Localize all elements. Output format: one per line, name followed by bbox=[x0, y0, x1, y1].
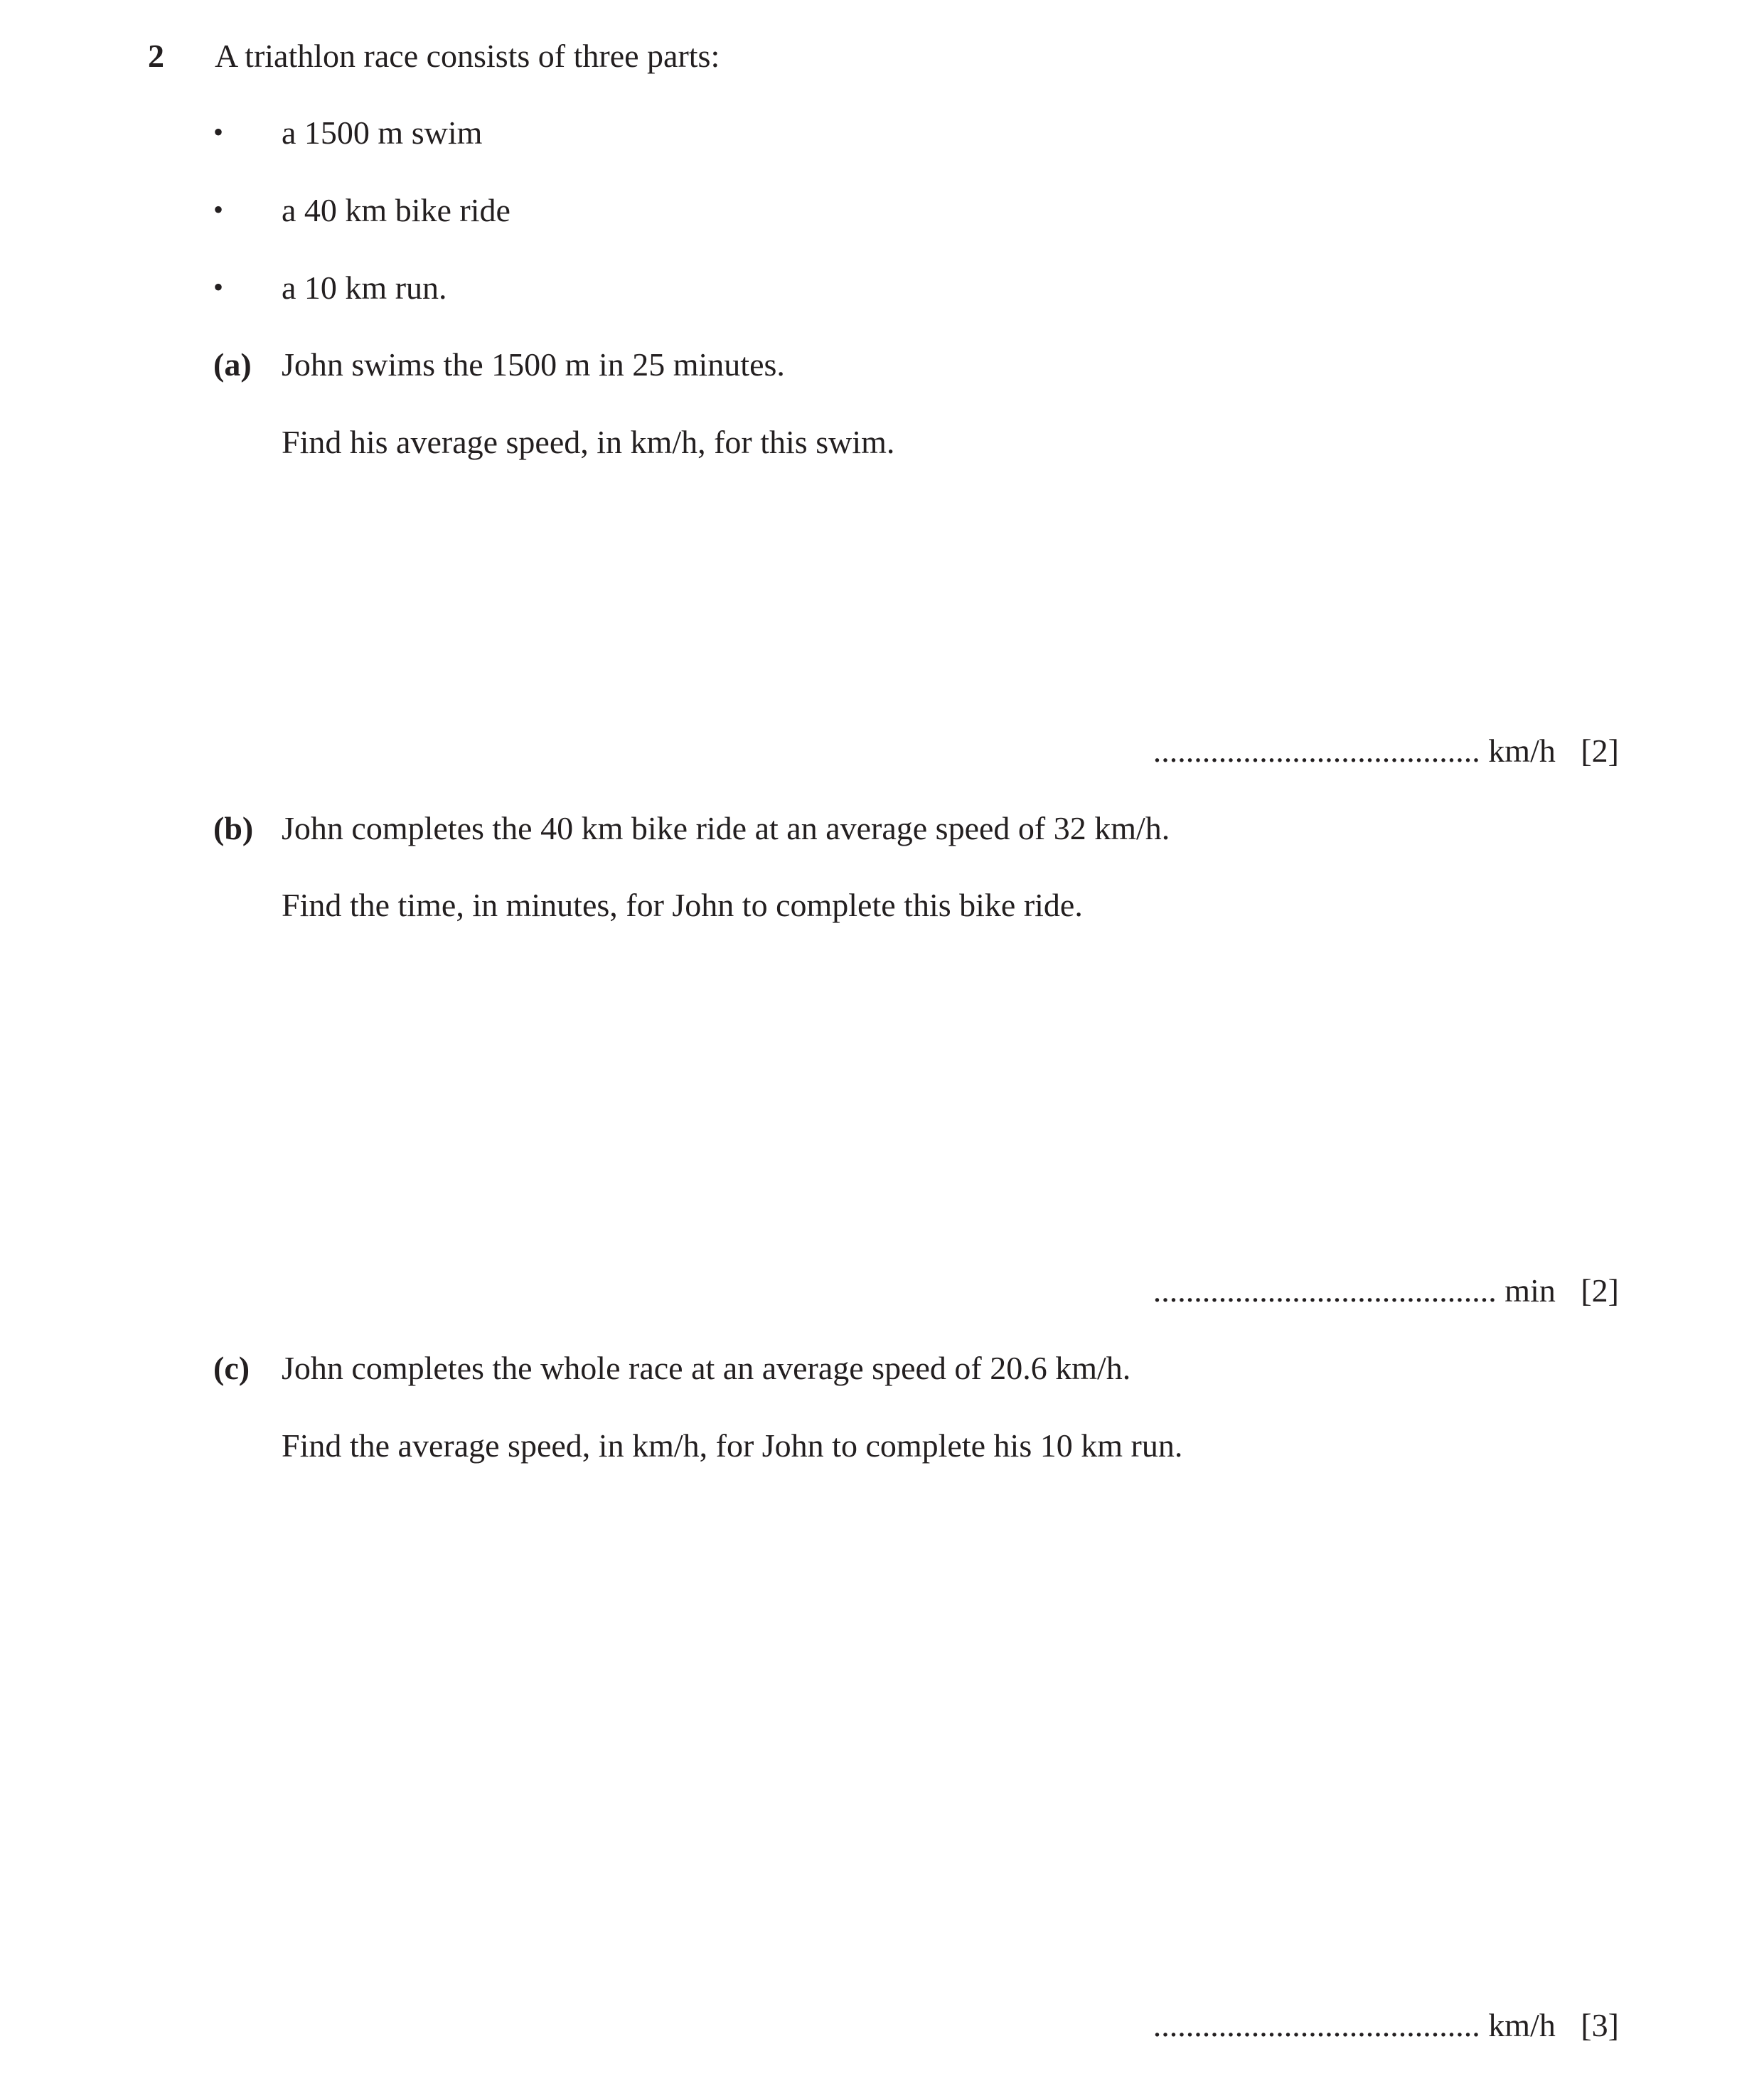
part-c-label: (c) bbox=[213, 1350, 250, 1386]
answer-dots: ........................................ bbox=[1153, 733, 1480, 769]
marks: [2] bbox=[1581, 1272, 1619, 1309]
part-c-answer-line[interactable] bbox=[1153, 2009, 1619, 2042]
list-item-run: a 10 km run. bbox=[282, 270, 447, 306]
part-a-answer-line[interactable] bbox=[1153, 735, 1619, 767]
part-c-instruction: Find the average speed, in km/h, for John to complete his 10 km run. bbox=[282, 1427, 1183, 1464]
part-a-instruction: Find his average speed, in km/h, for this swim. bbox=[282, 424, 895, 460]
answer-unit: km/h bbox=[1488, 733, 1556, 769]
question-number: 2 bbox=[148, 38, 164, 74]
answer-unit: min bbox=[1504, 1272, 1556, 1309]
answer-dots: .......................................... bbox=[1153, 1272, 1497, 1309]
part-a-label: (a) bbox=[213, 346, 252, 383]
answer-dots: ........................................ bbox=[1153, 2007, 1480, 2043]
bullet-3-icon: • bbox=[213, 271, 224, 303]
part-a-statement: John swims the 1500 m in 25 minutes. bbox=[282, 346, 785, 383]
list-item-swim: a 1500 m swim bbox=[282, 115, 483, 151]
list-item-bike: a 40 km bike ride bbox=[282, 192, 511, 228]
bullet-2-icon: • bbox=[213, 193, 224, 225]
marks: [3] bbox=[1581, 2007, 1619, 2043]
part-b-label: (b) bbox=[213, 810, 254, 846]
bullet-1-icon: • bbox=[213, 116, 224, 148]
part-c-statement: John completes the whole race at an average speed of 20.6 km/h. bbox=[282, 1350, 1131, 1386]
part-b-statement: John completes the 40 km bike ride at an average speed of 32 km/h. bbox=[282, 810, 1170, 846]
part-b-instruction: Find the time, in minutes, for John to complete this bike ride. bbox=[282, 887, 1083, 923]
part-b-answer-line[interactable] bbox=[1153, 1274, 1619, 1307]
marks: [2] bbox=[1581, 733, 1619, 769]
answer-unit: km/h bbox=[1488, 2007, 1556, 2043]
question-intro: A triathlon race consists of three parts: bbox=[215, 38, 720, 74]
